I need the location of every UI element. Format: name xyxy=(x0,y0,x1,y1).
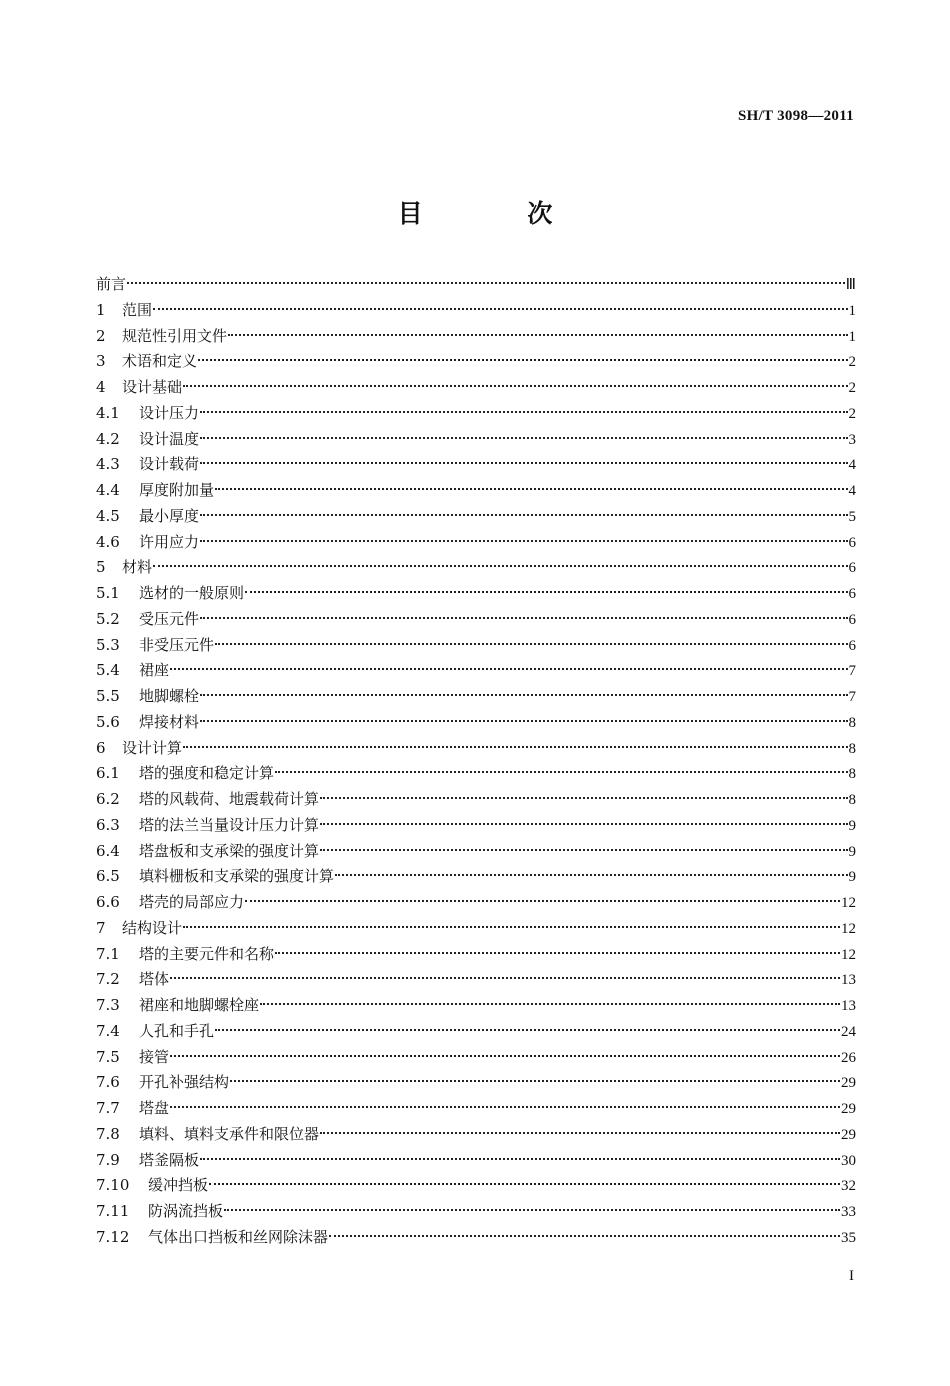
toc-entry-title: 裙座和地脚螺栓座 xyxy=(139,996,260,1014)
toc-entry-page: 13 xyxy=(841,998,856,1014)
toc-entry-title: 塔盘 xyxy=(139,1099,170,1117)
toc-entry-number: 7.2 xyxy=(96,970,120,989)
toc-entry-number: 6 xyxy=(96,738,106,757)
toc-entry-number: 7.9 xyxy=(96,1150,120,1169)
dot-leader xyxy=(329,1235,840,1237)
toc-entry[interactable] xyxy=(96,1122,856,1148)
toc-entry-title: 术语和定义 xyxy=(122,352,198,371)
dot-leader xyxy=(170,977,840,979)
toc-entry-number: 4.5 xyxy=(96,506,120,525)
toc-entry-page: 24 xyxy=(841,1023,856,1040)
toc-entry-number: 5.6 xyxy=(96,712,120,731)
toc-entry-page: 33 xyxy=(841,1204,856,1220)
toc-entry-title: 最小厚度 xyxy=(139,506,200,525)
toc-entry[interactable] xyxy=(96,1045,856,1071)
dot-leader xyxy=(200,540,847,542)
toc-entry-number: 4.1 xyxy=(96,403,120,422)
toc-entry[interactable] xyxy=(96,452,856,478)
toc-entry-page: 35 xyxy=(841,1229,856,1246)
toc-entry-title: 设计基础 xyxy=(122,378,183,396)
toc-entry-title: 结构设计 xyxy=(122,918,183,937)
toc-entry-title: 塔的法兰当量设计压力计算 xyxy=(139,815,320,834)
toc-entry-title: 塔釜隔板 xyxy=(139,1150,200,1169)
toc-entry[interactable] xyxy=(96,993,856,1019)
toc-entry-number: 6.3 xyxy=(96,815,120,834)
toc-entry-page: Ⅲ xyxy=(845,277,856,293)
dot-leader xyxy=(170,668,847,670)
dot-leader xyxy=(320,823,847,825)
toc-entry[interactable] xyxy=(96,942,856,968)
toc-entry[interactable] xyxy=(96,813,856,839)
toc-entry-number: 7.4 xyxy=(96,1021,120,1040)
toc-entry[interactable] xyxy=(96,967,856,993)
toc-entry[interactable] xyxy=(96,761,856,787)
toc-entry-number: 7 xyxy=(96,918,106,937)
toc-entry[interactable] xyxy=(96,504,856,530)
toc-entry-number: 5 xyxy=(96,558,106,577)
toc-entry-page: 7 xyxy=(848,663,856,680)
toc-entry[interactable] xyxy=(96,581,856,607)
toc-entry[interactable] xyxy=(96,864,856,890)
toc-entry-page: 8 xyxy=(848,714,856,731)
dot-leader xyxy=(183,385,847,387)
toc-entry-title: 规范性引用文件 xyxy=(122,326,228,345)
dot-leader xyxy=(245,900,840,902)
toc-entry[interactable] xyxy=(96,787,856,813)
toc-entry-page: 4 xyxy=(848,483,856,499)
dot-leader xyxy=(200,1158,840,1160)
toc-entry-title: 地脚螺栓 xyxy=(139,687,200,705)
toc-entry-page: 5 xyxy=(848,508,856,525)
toc-entry[interactable] xyxy=(96,736,856,762)
toc-entry-title: 气体出口挡板和丝网除沫器 xyxy=(148,1227,329,1246)
toc-entry-title: 选材的一般原则 xyxy=(139,584,245,602)
toc-entry-title: 许用应力 xyxy=(139,532,200,551)
toc-entry[interactable] xyxy=(96,478,856,504)
dot-leader xyxy=(209,1183,840,1185)
toc-entry-page: 6 xyxy=(848,637,856,654)
toc-entry-page: 1 xyxy=(848,328,856,345)
toc-entry[interactable] xyxy=(96,633,856,659)
dot-leader xyxy=(228,334,847,336)
toc-entry-number: 7.5 xyxy=(96,1047,120,1066)
toc-entry-page: 29 xyxy=(841,1075,856,1092)
toc-entry[interactable] xyxy=(96,684,856,710)
toc-entry-title: 填料、填料支承件和限位器 xyxy=(139,1124,320,1143)
dot-leader xyxy=(335,874,847,876)
toc-entry-title: 设计载荷 xyxy=(139,455,200,474)
toc-entry-number: 7.1 xyxy=(96,944,120,963)
toc-entry[interactable] xyxy=(96,607,856,633)
dot-leader xyxy=(260,1003,840,1005)
toc-entry-number: 2 xyxy=(96,326,106,345)
toc-entry-page: 1 xyxy=(848,302,856,319)
dot-leader xyxy=(183,926,840,928)
page-title: 目 次 xyxy=(397,199,601,228)
toc-entry-title: 受压元件 xyxy=(139,609,200,628)
toc-entry-title: 塔的风载荷、地震载荷计算 xyxy=(139,790,320,808)
toc-entry-page: 2 xyxy=(848,380,856,396)
page-number: I xyxy=(849,1268,854,1284)
toc-entry-number: 7.8 xyxy=(96,1124,120,1143)
toc-entry-number: 1 xyxy=(96,300,106,319)
toc-entry-page: 3 xyxy=(848,431,856,448)
toc-entry[interactable] xyxy=(96,530,856,556)
toc-entry-page: 4 xyxy=(848,457,856,474)
toc-entry-title: 缓冲挡板 xyxy=(148,1176,209,1195)
dot-leader xyxy=(153,308,847,310)
toc-entry-page: 8 xyxy=(848,740,856,757)
toc-entry-page: 29 xyxy=(841,1101,856,1117)
toc-entry-title: 塔体 xyxy=(139,970,170,989)
toc-entry-page: 12 xyxy=(841,920,856,937)
dot-leader xyxy=(200,617,847,619)
toc-entry-number: 5.4 xyxy=(96,661,120,680)
toc-entry[interactable] xyxy=(96,1096,856,1122)
toc-entry-page: 26 xyxy=(841,1049,856,1066)
toc-entry-page: 9 xyxy=(848,843,856,860)
toc-entry-title: 材料 xyxy=(122,558,153,577)
toc-entry-title: 焊接材料 xyxy=(139,712,200,731)
toc-entry-number: 4.2 xyxy=(96,429,120,448)
toc-entry-title: 接管 xyxy=(139,1047,170,1066)
dot-leader xyxy=(215,1029,840,1031)
toc-entry-number: 5.5 xyxy=(96,687,120,705)
toc-entry-page: 6 xyxy=(848,611,856,628)
dot-leader xyxy=(170,1055,840,1057)
toc-entry-page: 12 xyxy=(841,895,856,911)
dot-leader xyxy=(170,1106,840,1108)
toc-entry-title: 开孔补强结构 xyxy=(139,1073,230,1092)
toc-entry-page: 29 xyxy=(841,1126,856,1143)
dot-leader xyxy=(215,488,847,490)
toc-entry-page: 9 xyxy=(848,869,856,886)
toc-entry-title: 塔壳的局部应力 xyxy=(139,893,245,911)
toc-entry[interactable] xyxy=(96,324,856,350)
dot-leader xyxy=(275,952,840,954)
toc-entry[interactable] xyxy=(96,1019,856,1045)
toc-entry-page: 7 xyxy=(848,689,856,705)
toc-entry-title: 设计温度 xyxy=(139,429,200,448)
toc-entry[interactable] xyxy=(96,298,856,324)
toc-entry[interactable] xyxy=(96,839,856,865)
toc-entry[interactable] xyxy=(96,710,856,736)
dot-leader xyxy=(200,462,847,464)
toc-entry-number: 4.4 xyxy=(96,481,120,499)
toc-entry[interactable] xyxy=(96,658,856,684)
toc-entry-page: 8 xyxy=(848,792,856,808)
toc-entry-number: 7.10 xyxy=(96,1176,130,1195)
toc-entry-page: 6 xyxy=(848,534,856,551)
toc-entry-number: 4.3 xyxy=(96,455,120,474)
dot-leader xyxy=(275,771,847,773)
toc-entry[interactable] xyxy=(96,890,856,916)
toc-entry[interactable] xyxy=(96,375,856,401)
dot-leader xyxy=(183,746,847,748)
toc-entry-title: 塔盘板和支承梁的强度计算 xyxy=(139,841,320,860)
toc-entry-number: 6.1 xyxy=(96,764,120,783)
toc-entry-title: 防涡流挡板 xyxy=(148,1202,224,1220)
toc-entry-number: 6.5 xyxy=(96,867,120,886)
toc-entry-number: 6.6 xyxy=(96,893,120,911)
toc-entry-page: 32 xyxy=(841,1178,856,1195)
toc-entry-title: 厚度附加量 xyxy=(139,481,215,499)
toc-entry-number: 5.2 xyxy=(96,609,120,628)
dot-leader xyxy=(320,1132,840,1134)
toc-entry-title: 设计压力 xyxy=(139,403,200,422)
dot-leader xyxy=(320,797,847,799)
dot-leader xyxy=(200,720,847,722)
toc-entry-number: 6.2 xyxy=(96,790,120,808)
toc-entry[interactable] xyxy=(96,349,856,375)
toc-entry-page: 6 xyxy=(848,586,856,602)
toc-entry-title: 填料栅板和支承梁的强度计算 xyxy=(139,867,335,886)
toc-entry-title: 非受压元件 xyxy=(139,635,215,654)
toc-entry-number: 4 xyxy=(96,378,106,396)
toc-entry[interactable] xyxy=(96,401,856,427)
toc-entry-title: 前言 xyxy=(96,275,127,293)
toc-entry-number: 7.12 xyxy=(96,1227,130,1246)
dot-leader xyxy=(200,694,847,696)
toc-entry-title: 人孔和手孔 xyxy=(139,1021,215,1040)
toc-entry-number: 6.4 xyxy=(96,841,120,860)
toc-entry[interactable] xyxy=(96,1070,856,1096)
toc-entry-page: 30 xyxy=(841,1152,856,1169)
toc-entry-number: 7.6 xyxy=(96,1073,120,1092)
toc-entry-number: 5.1 xyxy=(96,584,120,602)
toc-entry-page: 2 xyxy=(848,405,856,422)
toc-entry-page: 8 xyxy=(848,766,856,783)
toc-entry-number: 3 xyxy=(96,352,106,371)
dot-leader xyxy=(200,514,847,516)
dot-leader xyxy=(200,437,847,439)
dot-leader xyxy=(230,1080,840,1082)
dot-leader xyxy=(215,643,847,645)
toc-entry-title: 范围 xyxy=(122,300,153,319)
toc-entry[interactable] xyxy=(96,272,856,298)
toc-entry[interactable] xyxy=(96,427,856,453)
toc-entry-page: 13 xyxy=(841,972,856,989)
toc-entry[interactable] xyxy=(96,1199,856,1225)
toc-entry-number: 7.7 xyxy=(96,1099,120,1117)
toc-entry[interactable] xyxy=(96,1225,856,1251)
toc-entry-page: 2 xyxy=(848,354,856,371)
table-of-contents xyxy=(96,272,856,1251)
toc-entry-number: 7.11 xyxy=(96,1202,130,1220)
dot-leader xyxy=(198,359,847,361)
toc-entry[interactable] xyxy=(96,916,856,942)
toc-entry-number: 5.3 xyxy=(96,635,120,654)
toc-entry-title: 塔的主要元件和名称 xyxy=(139,944,275,963)
standard-code: SH/T 3098—2011 xyxy=(737,108,854,124)
dot-leader xyxy=(320,849,847,851)
dot-leader xyxy=(153,565,847,567)
toc-entry-number: 4.6 xyxy=(96,532,120,551)
dot-leader xyxy=(127,282,845,284)
toc-entry[interactable] xyxy=(96,1173,856,1199)
toc-entry-page: 12 xyxy=(841,946,856,963)
toc-entry-title: 裙座 xyxy=(139,661,170,680)
dot-leader xyxy=(224,1209,840,1211)
toc-entry-page: 9 xyxy=(848,817,856,834)
toc-entry-number: 7.3 xyxy=(96,996,120,1014)
toc-entry[interactable] xyxy=(96,555,856,581)
dot-leader xyxy=(200,411,847,413)
dot-leader xyxy=(245,591,847,593)
toc-entry-title: 塔的强度和稳定计算 xyxy=(139,764,275,783)
toc-entry-page: 6 xyxy=(848,560,856,577)
toc-entry[interactable] xyxy=(96,1148,856,1174)
toc-entry-title: 设计计算 xyxy=(122,738,183,757)
